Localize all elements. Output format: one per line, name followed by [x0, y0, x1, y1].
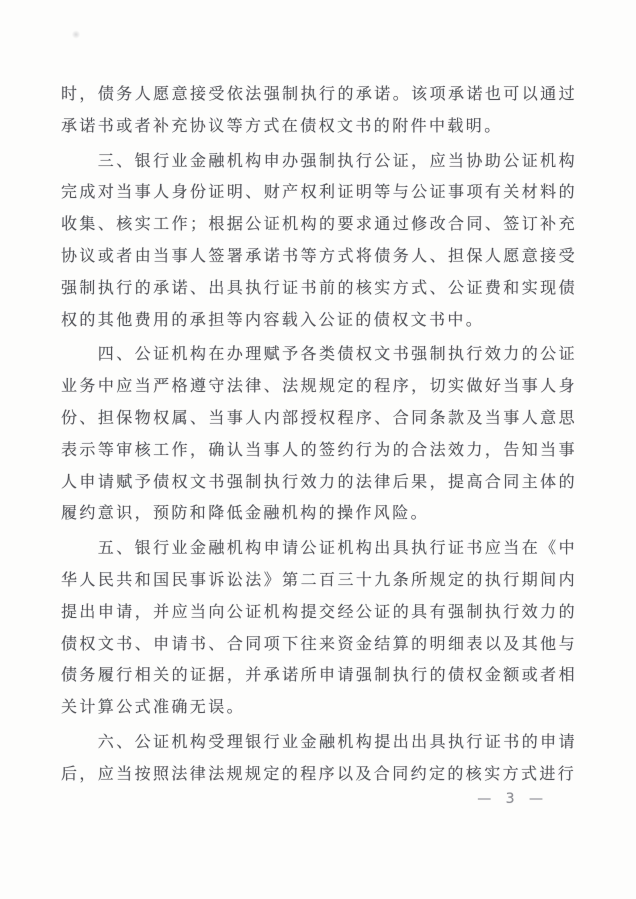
paragraph-item-six: 六、公证机构受理银行业金融机构提出出具执行证书的申请后，应当按照法律法规规定的程序以及合同约定的核实方式进行	[61, 731, 577, 783]
page-number: — 3 —	[477, 791, 548, 807]
paragraph-item-four: 四、公证机构在办理赋予各类债权文书强制执行效力的公证业务中应当严格遵守法律、法规规定的程序，切实做好当事人身份、担保物权属、当事人内部授权程序、合同条款及当事人意思表示等审核工作，确认当事人的签约行为的合法效力，告知当事人申请赋予债权文书强制执行效力的法律后果，提高合同主体的履约意识，预防和降低金融机构的操作风险。	[61, 344, 577, 523]
document-text-body	[61, 78, 577, 793]
paragraph-item-five: 五、银行业金融机构申请公证机构出具执行证书应当在《中华人民共和国民事诉讼法》第二百三十九条所规定的执行期间内提出申请，并应当向公证机构提交经公证的具有强制执行效力的债权文书、申请书、合同项下往来资金结算的明细表以及其他与债务履行相关的证据，并承诺所申请强制执行的债权金额或者相关计算公式准确无误。	[61, 538, 577, 717]
paragraph-continuation: 时，债务人愿意接受依法强制执行的承诺。该项承诺也可以通过承诺书或者补充协议等方式在债权文书的附件中载明。	[61, 84, 577, 135]
paragraph-item-three: 三、银行业金融机构申办强制执行公证，应当协助公证机构完成对当事人身份证明、财产权利证明等与公证事项有关材料的收集、核实工作；根据公证机构的要求通过修改合同、签订补充协议或者由当事人签署承诺书等方式将债务人、担保人愿意接受强制执行的承诺、出具执行证书前的核实方式、公证费和实现债权的其他费用的承担等内容载入公证的债权文书中。	[61, 150, 577, 329]
scan-artifact-speck	[72, 30, 80, 39]
